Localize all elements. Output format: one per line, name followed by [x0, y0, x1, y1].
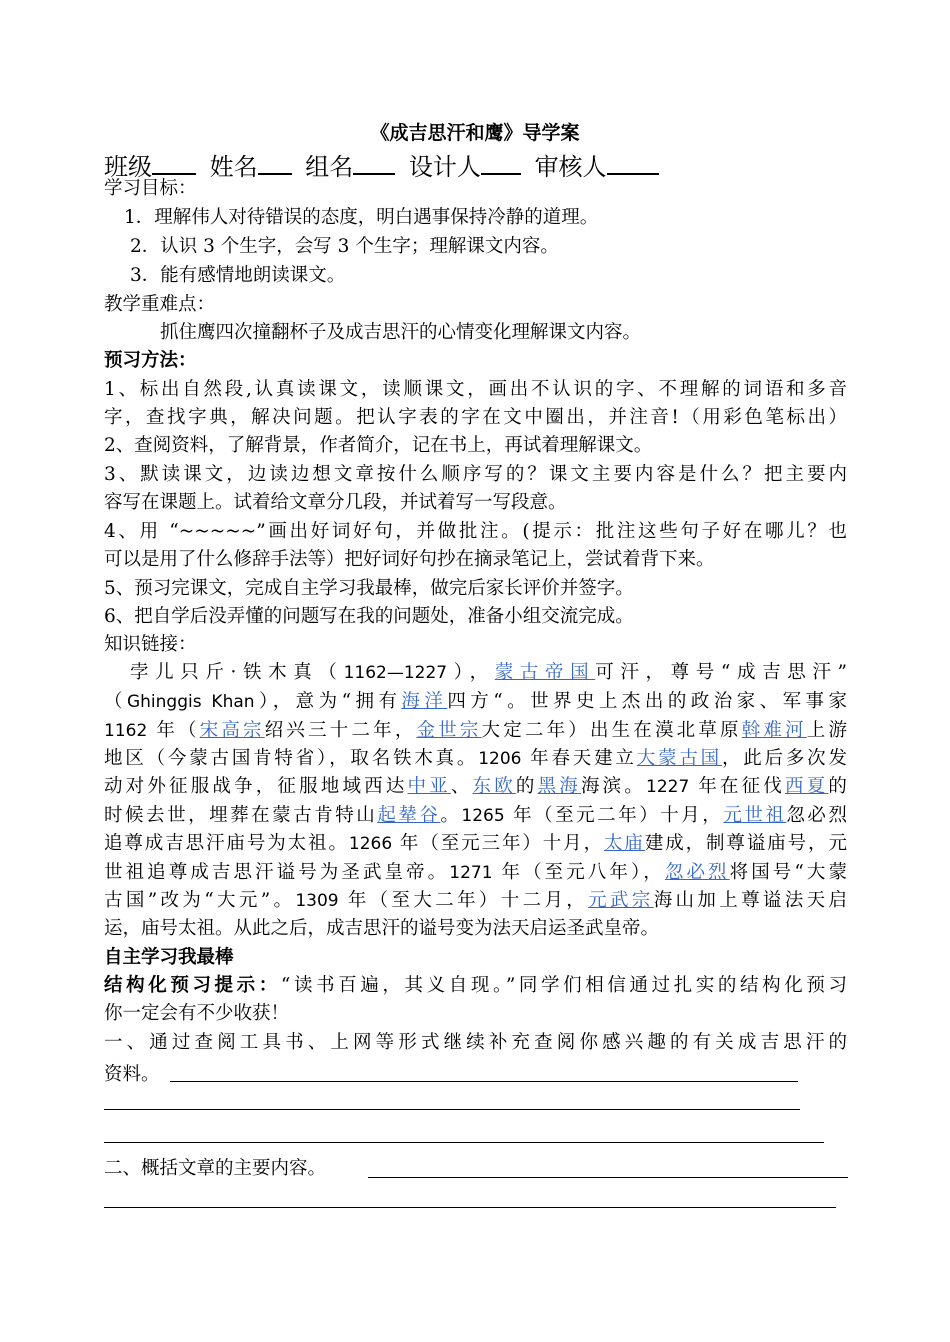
knowledge-text: 年（至元三年）十月，	[392, 833, 604, 854]
difficulty-heading: 教学重难点：	[104, 294, 216, 315]
question-2: 二、概括文章的主要内容。	[104, 1158, 327, 1179]
knowledge-text: 海山加上尊谥法天启	[653, 890, 847, 911]
knowledge-text: 海滨。	[580, 776, 646, 797]
knowledge-text: 、	[450, 776, 473, 797]
objectives-heading: 学习目标：	[104, 178, 197, 199]
knowledge-text: ，此后多次发	[721, 748, 847, 769]
knowledge-text: 四方“。世界史上杰出的政治家、军事家	[447, 691, 847, 712]
link-east-europe[interactable]: 东欧	[472, 776, 516, 797]
link-western-xia[interactable]: 西夏	[785, 776, 829, 797]
knowledge-text: 的	[828, 776, 847, 797]
method-line: 3、默读课文，边读边想文章按什么顺序写的？课文主要内容是什么？把主要内	[104, 464, 847, 485]
reviewer-blank[interactable]	[607, 151, 659, 175]
knowledge-text: 可汗，尊号“成吉思汗”	[595, 662, 847, 683]
answer-line[interactable]	[104, 1109, 800, 1110]
knowledge-heading: 知识链接：	[104, 634, 197, 655]
knowledge-text: 古国”改为“大元”。	[104, 890, 296, 911]
knowledge-text: 孛儿只斤·铁木真（	[130, 662, 344, 683]
knowledge-text: 忽必烈	[786, 805, 847, 826]
knowledge-line	[130, 660, 847, 686]
knowledge-text: Ghinggis Khan	[126, 692, 255, 712]
group-blank[interactable]	[353, 151, 395, 175]
method-line: 1、标出自然段,认真读课文，读顺课文，画出不认识的字、不理解的词语和多音	[104, 379, 847, 400]
objective-item: 3．能有感情地朗读课文。	[130, 265, 346, 286]
link-mongol-empire[interactable]: 蒙古帝国	[494, 662, 596, 683]
link-ocean[interactable]: 海洋	[401, 691, 448, 712]
knowledge-text: 1206	[478, 749, 522, 769]
link-central-asia[interactable]: 中亚	[407, 776, 451, 797]
question-1-cont: 资料。	[104, 1064, 160, 1085]
knowledge-text: 。	[440, 805, 462, 826]
knowledge-text: 1162	[104, 721, 148, 741]
question-1: 一、通过查阅工具书、上网等形式继续补充查阅你感兴趣的有关成吉思汗的	[104, 1032, 847, 1053]
method-line: 4、用 “~~~~~”画出好词好句，并做批注。(提示：批注这些句子好在哪儿？也	[104, 521, 847, 542]
method-line: 可以是用了什么修辞手法等）把好词好句抄在摘录笔记上，尝试着背下来。	[104, 549, 715, 570]
knowledge-text: 1162—1227	[343, 663, 448, 683]
class-blank[interactable]	[152, 151, 196, 175]
link-jin-shizong[interactable]: 金世宗	[416, 720, 482, 741]
answer-line[interactable]	[104, 1207, 836, 1208]
group-label: 组名	[305, 153, 354, 181]
link-yuan-shizu[interactable]: 元世祖	[723, 805, 787, 826]
knowledge-line	[104, 860, 847, 886]
knowledge-text: （	[104, 691, 127, 712]
knowledge-line	[104, 831, 847, 857]
knowledge-line	[104, 689, 847, 715]
knowledge-text: 年春天建立	[521, 748, 637, 769]
knowledge-text: 年在征伐	[689, 776, 786, 797]
answer-line[interactable]	[104, 1142, 824, 1143]
knowledge-line	[104, 888, 847, 914]
objective-item: 2．认识 3 个生字，会写 3 个生字；理解课文内容。	[130, 236, 559, 257]
knowledge-line: 运，庙号太祖。从此之后，成吉思汗的谥号变为法天启运圣武皇帝。	[104, 918, 660, 939]
method-line: 6、把自学后没弄懂的问题写在我的问题处，准备小组交流完成。	[104, 606, 634, 627]
knowledge-text: ），	[447, 662, 495, 683]
objective-item: 1．理解伟人对待错误的态度，明白遇事保持冷静的道理。	[124, 207, 599, 228]
knowledge-line	[104, 774, 847, 800]
class-label: 班级	[104, 153, 152, 181]
name-label: 姓名	[209, 153, 258, 181]
self-study-heading: 自主学习我最棒	[104, 947, 234, 968]
knowledge-text: 1309	[295, 891, 339, 911]
link-great-mongol[interactable]: 大蒙古国	[636, 748, 722, 769]
link-black-sea[interactable]: 黑海	[537, 776, 581, 797]
knowledge-text: 绍兴三十二年，	[264, 720, 417, 741]
knowledge-line	[104, 746, 847, 772]
answer-line[interactable]	[170, 1081, 798, 1082]
link-song-gaozong[interactable]: 宋高宗	[199, 720, 265, 741]
method-line: 5、预习完课文，完成自主学习我最棒，做完后家长评价并签字。	[104, 578, 634, 599]
knowledge-text: 时候去世，埋葬在蒙古肯特山	[104, 805, 378, 826]
hint-text: “读书百遍，其义自现。”同学们相信通过扎实的结构化预习	[280, 975, 847, 996]
knowledge-line	[104, 718, 847, 744]
knowledge-text: 年（至元八年），	[492, 862, 665, 883]
method-line: 2、查阅资料，了解背景，作者简介，记在书上，再试着理解课文。	[104, 435, 653, 456]
hint-line-2: 你一定会有不少收获！	[104, 1003, 290, 1024]
link-yuan-wuzong[interactable]: 元武宗	[588, 890, 654, 911]
knowledge-text: 追尊成吉思汗庙号为太祖。	[104, 833, 349, 854]
knowledge-text: 年（至元二年）十月，	[504, 805, 724, 826]
knowledge-text: 建成，制尊谥庙号，元	[644, 833, 847, 854]
knowledge-text: 大定二年）出生在漠北草原	[481, 720, 742, 741]
method-line: 字，查找字典，解决问题。把认字表的字在文中圈出，并注音!（用彩色笔标出）	[104, 407, 847, 428]
knowledge-text: 将国号“大蒙	[729, 862, 847, 883]
difficulty-text: 抓住鹰四次撞翻杯子及成吉思汗的心情变化理解课文内容。	[160, 322, 642, 343]
link-taimiao[interactable]: 太庙	[604, 833, 645, 854]
knowledge-text: 地区（今蒙古国肯特省），取名铁木真。	[104, 748, 479, 769]
knowledge-text: 动对外征服战争，征服地域西达	[104, 776, 408, 797]
link-kublai[interactable]: 忽必烈	[664, 862, 730, 883]
link-qiniangu[interactable]: 起辇谷	[377, 805, 441, 826]
knowledge-text: 世祖追尊成吉思汗谥号为圣武皇帝。	[104, 862, 450, 883]
hint-line	[104, 973, 847, 999]
method-heading: 预习方法：	[104, 350, 197, 371]
reviewer-label: 审核人	[534, 153, 607, 181]
knowledge-text: 的	[515, 776, 538, 797]
hint-label: 结构化预习提示：	[104, 975, 281, 996]
designer-label: 设计人	[408, 153, 481, 181]
knowledge-text: 年（	[147, 720, 200, 741]
page-title: 《成吉思汗和鹰》导学案	[370, 122, 580, 144]
knowledge-line	[104, 803, 847, 829]
knowledge-text: 1227	[646, 777, 690, 797]
name-blank[interactable]	[258, 151, 292, 175]
knowledge-text: 1266	[348, 834, 393, 854]
answer-line[interactable]	[368, 1177, 848, 1178]
method-line: 容写在课题上。试着给文章分几段，并试着写一写段意。	[104, 492, 567, 513]
knowledge-text: 1265	[461, 806, 505, 826]
knowledge-text: 1271	[449, 863, 493, 883]
designer-blank[interactable]	[481, 151, 521, 175]
knowledge-text: ），意为“拥有	[254, 691, 402, 712]
knowledge-text: 上游	[806, 720, 847, 741]
link-onon-river[interactable]: 斡难河	[741, 720, 807, 741]
knowledge-text: 年（至大二年）十二月，	[338, 890, 589, 911]
